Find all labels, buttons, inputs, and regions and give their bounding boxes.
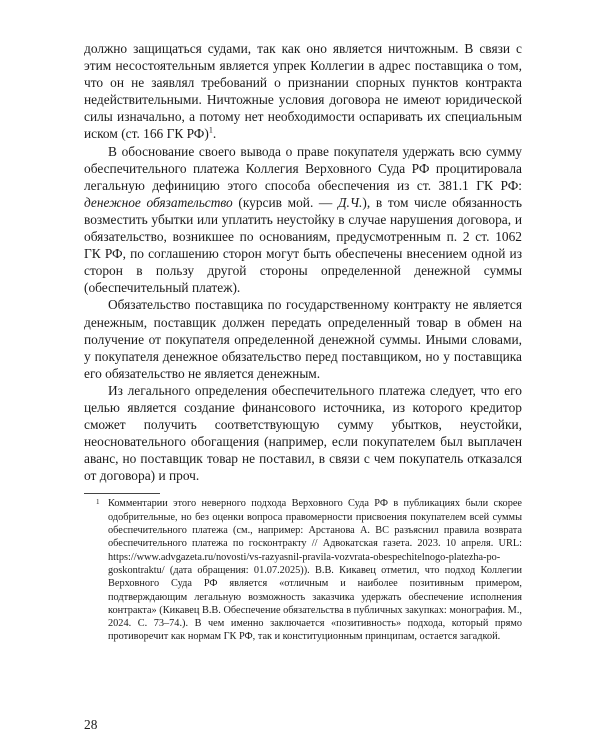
- page-content: [84, 40, 522, 644]
- paragraph-2-text-before: В обоснование своего вывода о праве покупателя удержать всю сумму обеспечительного платежа Коллегия Верховного Суда РФ процитировала легальную дефиницию этого способа обеспечения из ст. 381.1 ГК РФ:: [84, 143, 522, 193]
- paragraph-1-end: .: [212, 126, 217, 142]
- paragraph-2-italic-initials: Д.Ч.: [337, 194, 363, 210]
- footnote-reference[interactable]: 1: [208, 126, 213, 135]
- paragraph-1: [84, 40, 522, 143]
- paragraph-1-text: должно защищаться судами, так как оно является ничтожным. В связи с этим несостоятельным является упрек Коллегии в адрес поставщика о том, что он не заявлял требований о признании спорных пунктов контракта недействительными. Ничтожные условия договора не имеют юридической силы изначально, а потому нет необходимости оспаривать их специальным иском (ст. 166 ГК РФ): [84, 41, 522, 142]
- paragraph-2: [84, 143, 522, 297]
- footnote: [84, 497, 522, 643]
- paragraph-2-italic-term: денежное обязательство: [84, 194, 233, 210]
- page-number: 28: [84, 717, 98, 732]
- main-text: [84, 40, 522, 484]
- footnote-number: 1: [96, 498, 100, 507]
- footnote-text: Комментарии этого неверного подхода Верховного Суда РФ в публикациях были скорее одобрительные, но без оценки вопроса правомерности присвоения покупателем всей суммы обеспечительного платежа (см., например: Арстанова А. ВС разъяснил правила возврата обеспечительного платежа по госконтракту // Адвокатская газета. 2023. 10 апреля. URL: https://www.advgazeta.ru/novosti/vs-razyasnil-pravila-vozvrata-obespechitelnogo-platezha-po-goskontraktu/ (дата обращения: 01.07.2025)). В.В. Кикавец отметил, что подход Коллегии Верховного Суда РФ является «отличным и наиболее позитивным примером, подтверждающим легальную возможность заказчика удержать обеспечение исполнения контракта» (Кикавец В.В. Обеспечение обязательства в публичных закупках: монография. М., 2024. С. 73–74.). В чем именно заключается «позитивность» подхода, который прямо противоречит как нормам ГК РФ, так и конституционным принципам, остается загадкой.: [108, 498, 522, 643]
- paragraph-3: Обязательство поставщика по государственному контракту не является денежным, поставщик должен передать определенный товар в обмен на получение от покупателя определенной денежной суммы. Иными словами, у покупателя денежное обязательство перед поставщиком, но у поставщика его обязательство не является денежным.: [84, 297, 522, 381]
- footnote-divider: [84, 493, 160, 494]
- paragraph-4: Из легального определения обеспечительного платежа следует, что его целью является создание финансового источника, из которого кредитор сможет получить соответствующую сумму убытков, неустойки, неосновательного обогащения (например, если покупателем был выплачен аванс, но поставщик товар не поставил, в связи с чем покупатель отказался от договора) и проч.: [84, 382, 522, 484]
- paragraph-2-text-after: ), в том числе обязанность возместить убытки или уплатить неустойку в случае нарушения договора, и обязательство, возникшее по основаниям, предусмотренным п. 2 ст. 1062 ГК РФ, по соглашению сторон могут быть обеспечены внесением одной из сторон в пользу другой стороны определенной денежной суммы (обеспечительный платеж).: [84, 194, 522, 296]
- paragraph-2-text-mid: (курсив мой. —: [232, 194, 338, 210]
